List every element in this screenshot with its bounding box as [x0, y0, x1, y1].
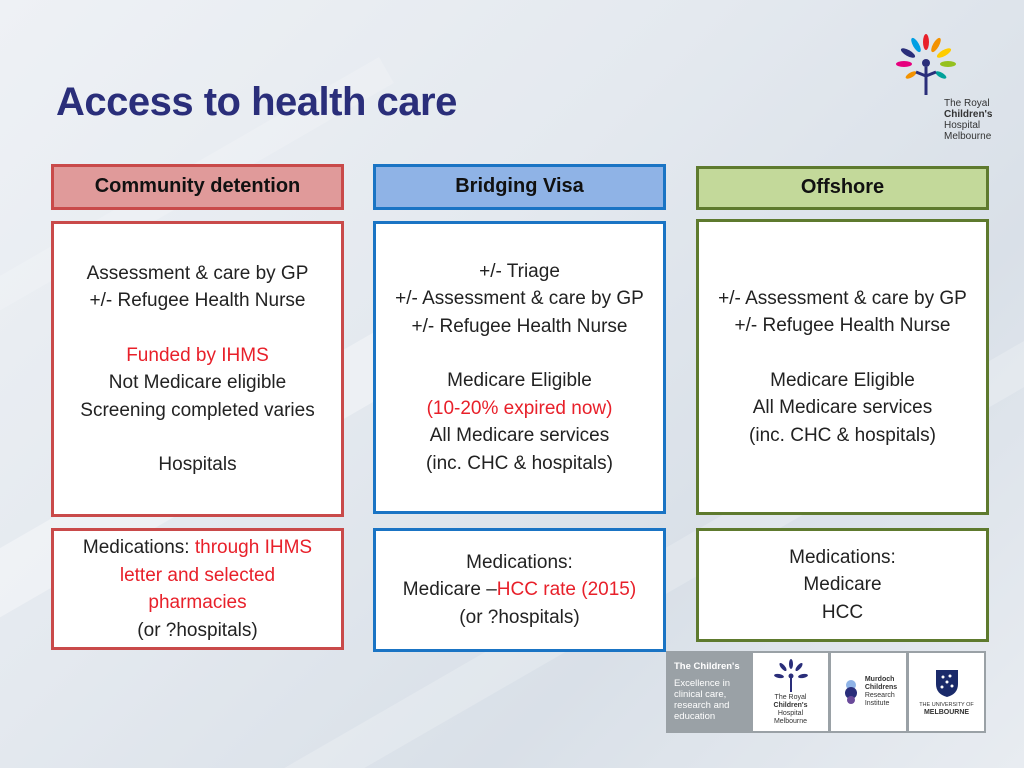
offshore-header: [696, 166, 989, 210]
community-detention-meds-box: [51, 528, 344, 650]
text-line: +/- Refugee Health Nurse: [411, 315, 628, 337]
text-line: Not Medicare eligible: [108, 372, 287, 393]
text-line: Medicare Eligible: [447, 370, 592, 392]
meds-highlight: letter and selected: [119, 564, 276, 586]
mcri-icon: [840, 679, 862, 705]
text-line: Assessment & care by GP: [86, 262, 309, 284]
community-detention-header: [51, 164, 344, 210]
header-label: Offshore: [800, 176, 885, 199]
text-line: Medications:: [466, 551, 573, 573]
text-line: +/- Refugee Health Nurse: [89, 290, 306, 311]
logo-line: The Royal: [944, 98, 990, 109]
logo-line: Children's: [944, 109, 993, 120]
text-line: +/- Assessment & care by GP: [395, 288, 644, 310]
offshore-meds-box: [696, 528, 989, 642]
mcri-tile: [831, 653, 906, 731]
rch-line: Children's: [773, 702, 808, 709]
meds-highlight: pharmacies: [148, 592, 247, 613]
campus-text: [668, 653, 750, 731]
text-line: All Medicare services: [429, 425, 610, 447]
rch-tree-icon: [773, 658, 809, 694]
bridging-visa-box: [373, 221, 666, 514]
header-label: Community detention: [94, 175, 301, 198]
page-title: Access to health care: [56, 80, 457, 124]
text-line: Medicare Eligible: [770, 369, 915, 391]
offshore-box: [696, 219, 989, 515]
rch-line: Hospital: [777, 710, 804, 717]
header-label: Bridging Visa: [455, 175, 584, 198]
text-line: +/- Triage: [479, 260, 560, 282]
bridging-visa-meds-box: [373, 528, 666, 652]
logo-line: Hospital: [944, 120, 981, 131]
campus-title: The Children's: [674, 661, 740, 672]
mcri-line: Childrens: [864, 684, 898, 691]
text-line: Medications:: [789, 546, 896, 568]
community-detention-box: [51, 221, 344, 517]
text-line: HCC: [821, 601, 864, 623]
mcri-line: Murdoch: [864, 676, 895, 683]
campus-line: clinical care,: [674, 689, 727, 700]
rch-tree-icon: [896, 32, 956, 102]
text-line: +/- Refugee Health Nurse: [734, 315, 951, 337]
rch-line: Melbourne: [773, 718, 808, 725]
text-line: Screening completed varies: [80, 399, 315, 421]
campus-line: Excellence in: [674, 678, 730, 689]
uom-tile: [909, 653, 984, 731]
text-line: All Medicare services: [752, 397, 933, 419]
meds-prefix: Medications:: [82, 537, 195, 558]
text-line: (or ?hospitals): [459, 606, 580, 628]
meds-prefix: Medicare –: [402, 579, 497, 601]
text-line: (inc. CHC & hospitals): [426, 452, 613, 474]
uom-line: MELBOURNE: [923, 708, 970, 716]
rch-tile: [753, 653, 828, 731]
mcri-line: Research: [864, 692, 895, 699]
text-line-highlight: Funded by IHMS: [126, 344, 269, 366]
rch-line: The Royal: [774, 694, 807, 701]
uom-crest-icon: [934, 668, 960, 698]
campus-line: research and: [674, 700, 730, 711]
meds-highlight: through IHMS: [194, 537, 313, 558]
text-line: (or ?hospitals): [137, 619, 258, 641]
partner-logos-strip: [666, 651, 986, 733]
text-line-highlight: (10-20% expired now): [426, 397, 613, 419]
rch-logo: [896, 32, 996, 142]
text-line: Medicare: [803, 574, 882, 596]
mcri-line: Institute: [864, 700, 890, 707]
uom-line: THE UNIVERSITY OF: [919, 701, 974, 708]
text-line: (inc. CHC & hospitals): [749, 424, 936, 446]
logo-line: Melbourne: [944, 131, 992, 142]
meds-highlight: HCC rate (2015): [496, 579, 637, 601]
bridging-visa-header: [373, 164, 666, 210]
campus-line: education: [674, 711, 716, 722]
text-line: +/- Assessment & care by GP: [718, 287, 967, 309]
text-line: Hospitals: [158, 454, 237, 475]
